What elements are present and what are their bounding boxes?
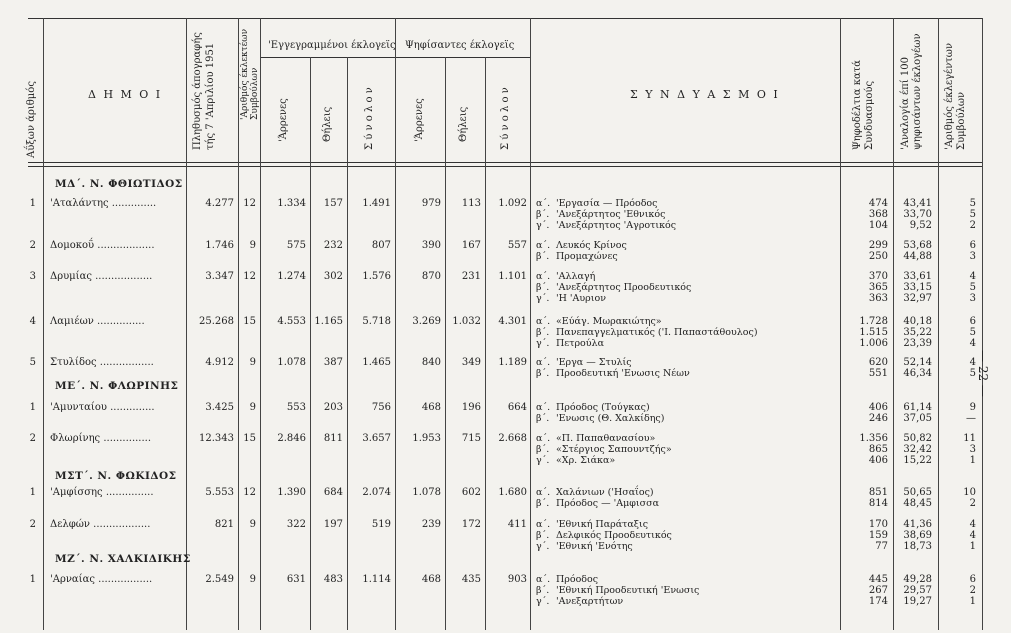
coalition-name: Λευκός Κρίνος [556, 240, 627, 251]
vot-men-cell: 468 [421, 402, 441, 413]
coalition-elected: 3 [969, 251, 976, 262]
coalition-letter: γ΄. [536, 338, 550, 349]
coalition-votes: 445 [868, 574, 888, 585]
coalition-percent: 35,22 [903, 327, 932, 338]
header-reg-total: Σ ύ ν ο λ ο ν [364, 87, 375, 150]
vot-men-cell: 390 [421, 240, 441, 251]
population-cell: 3.425 [205, 402, 234, 413]
population-cell: 4.912 [205, 357, 234, 368]
coalition-percent: 33,15 [903, 282, 932, 293]
coalition-elected: 6 [969, 574, 976, 585]
reg-women-cell: 483 [323, 574, 343, 585]
councillors-cell: 9 [249, 402, 256, 413]
councillors-cell: 9 [249, 357, 256, 368]
coalition-percent: 23,39 [903, 338, 932, 349]
coalition-percent: 19,27 [903, 596, 932, 607]
coalition-letter: β΄. [536, 368, 550, 379]
reg-men-cell: 1.274 [277, 271, 306, 282]
coalition-elected: 6 [969, 240, 976, 251]
coalition-votes: 1.006 [859, 338, 888, 349]
seq-cell: 5 [29, 357, 36, 368]
coalition-name: Δελφικός Προοδευτικός [556, 530, 672, 541]
header-reg-women: Θήλεις [322, 106, 333, 142]
seq-cell: 2 [29, 433, 36, 444]
population-cell: 4.277 [205, 198, 234, 209]
vot-men-cell: 1.078 [412, 487, 441, 498]
header-elected-2: Συμβούλων [956, 91, 967, 150]
coalition-letter: α΄. [536, 357, 551, 368]
municipality-name: Δρυμίας .................. [50, 271, 153, 282]
vot-men-cell: 468 [421, 574, 441, 585]
coalition-elected: 4 [969, 357, 976, 368]
coalition-percent: 46,34 [903, 368, 932, 379]
coalition-letter: α΄. [536, 316, 551, 327]
page-number: — 22 — [976, 350, 990, 397]
councillors-cell: 9 [249, 519, 256, 530]
reg-women-cell: 1.165 [314, 316, 343, 327]
column-rule [530, 18, 531, 630]
vot-men-cell: 870 [421, 271, 441, 282]
reg-men-cell: 322 [286, 519, 306, 530]
vot-total-cell: 1.189 [498, 357, 527, 368]
vot-men-cell: 840 [421, 357, 441, 368]
reg-women-cell: 387 [323, 357, 343, 368]
seq-cell: 1 [29, 402, 36, 413]
coalition-letter: γ΄. [536, 596, 550, 607]
column-rule [310, 57, 311, 630]
municipality-name: 'Αμυνταίου .............. [50, 402, 155, 413]
coalition-name: 'Εργα — Στυλίς [556, 357, 632, 368]
reg-women-cell: 811 [323, 433, 343, 444]
header-votes-2: Συνδυασμούς [864, 80, 875, 150]
coalition-letter: β΄. [536, 498, 550, 509]
coalition-name: 'Ανεξαρτήτων [556, 596, 624, 607]
municipality-name: Φλωρίνης ............... [50, 433, 152, 444]
coalition-percent: 9,52 [909, 220, 932, 231]
reg-men-cell: 4.553 [277, 316, 306, 327]
coalition-votes: 551 [868, 368, 888, 379]
coalition-name: Χαλάνιων ('Ησαΐος) [556, 487, 654, 498]
seq-cell: 3 [29, 271, 36, 282]
coalition-elected: 3 [969, 444, 976, 455]
column-rule [938, 18, 939, 630]
vot-men-cell: 979 [421, 198, 441, 209]
table-top-rule [28, 18, 982, 19]
header-bottom-rule-2 [28, 166, 982, 167]
coalition-letter: β΄. [536, 251, 550, 262]
reg-women-cell: 203 [323, 402, 343, 413]
coalition-name: Προμαχώνες [556, 251, 618, 262]
coalition-votes: 104 [868, 220, 888, 231]
header-percent-1: 'Αναλογία έπί 100 [900, 57, 911, 150]
coalition-percent: 32,97 [903, 293, 932, 304]
vot-men-cell: 239 [421, 519, 441, 530]
reg-women-cell: 232 [323, 240, 343, 251]
coalition-name: 'Αλλαγή [556, 271, 596, 282]
coalition-letter: β΄. [536, 444, 550, 455]
reg-women-cell: 157 [323, 198, 343, 209]
coalition-percent: 44,88 [903, 251, 932, 262]
reg-total-cell: 807 [371, 240, 391, 251]
header-councillors-2: Συμβούλων [250, 67, 260, 120]
coalition-votes: 406 [868, 402, 888, 413]
section-title: ΜΕ΄. Ν. ΦΛΩΡΙΝΗΣ [55, 380, 179, 392]
coalition-votes: 170 [868, 519, 888, 530]
coalition-name: 'Εθνική Παράταξις [556, 519, 649, 530]
column-rule [445, 57, 446, 630]
reg-men-cell: 1.390 [277, 487, 306, 498]
population-cell: 1.746 [205, 240, 234, 251]
coalition-name: 'Εθνική Προοδευτική 'Ενωσις [556, 585, 700, 596]
column-rule [186, 18, 187, 630]
coalition-name: Πρόοδος — 'Αμφισσα [556, 498, 660, 509]
reg-total-cell: 1.576 [362, 271, 391, 282]
vot-women-cell: 196 [461, 402, 481, 413]
coalition-elected: 5 [969, 209, 976, 220]
coalition-name: Πετρούλα [556, 338, 604, 349]
population-cell: 5.553 [205, 487, 234, 498]
coalition-percent: 33,61 [903, 271, 932, 282]
coalition-elected: 1 [969, 455, 976, 466]
reg-women-cell: 684 [323, 487, 343, 498]
coalition-name: 'Εθνική 'Ενότης [556, 541, 633, 552]
seq-cell: 1 [29, 487, 36, 498]
coalition-elected: 5 [969, 198, 976, 209]
vot-total-cell: 1.680 [498, 487, 527, 498]
header-population-1: Πληθυσμός άπογραφής [192, 32, 203, 150]
vot-total-cell: 2.668 [498, 433, 527, 444]
vot-women-cell: 602 [461, 487, 481, 498]
reg-women-cell: 302 [323, 271, 343, 282]
coalition-name: «Στέργιος Σαπουντζής» [556, 444, 672, 455]
header-votes-1: Ψηφοδέλτια κατά [852, 60, 863, 150]
coalition-letter: α΄. [536, 402, 551, 413]
councillors-cell: 12 [243, 198, 256, 209]
coalition-votes: 370 [868, 271, 888, 282]
reg-total-cell: 5.718 [362, 316, 391, 327]
coalition-elected: 5 [969, 327, 976, 338]
coalition-votes: 1.356 [859, 433, 888, 444]
coalition-elected: 1 [969, 596, 976, 607]
coalition-votes: 1.515 [859, 327, 888, 338]
column-rule [840, 18, 841, 630]
population-cell: 25.268 [199, 316, 234, 327]
coalition-letter: γ΄. [536, 455, 550, 466]
coalition-percent: 49,28 [903, 574, 932, 585]
vot-total-cell: 1.101 [498, 271, 527, 282]
coalition-letter: β΄. [536, 282, 550, 293]
reg-men-cell: 553 [286, 402, 306, 413]
seq-cell: 2 [29, 519, 36, 530]
coalition-votes: 267 [868, 585, 888, 596]
vot-women-cell: 167 [461, 240, 481, 251]
column-rule [347, 57, 348, 630]
coalition-letter: α΄. [536, 574, 551, 585]
coalition-letter: α΄. [536, 271, 551, 282]
coalition-votes: 814 [868, 498, 888, 509]
coalition-votes: 159 [868, 530, 888, 541]
reg-men-cell: 1.334 [277, 198, 306, 209]
coalition-votes: 299 [868, 240, 888, 251]
coalition-percent: 50,82 [903, 433, 932, 444]
coalition-name: 'Ανεξάρτητος 'Εθνικός [556, 209, 666, 220]
coalition-percent: 15,22 [903, 455, 932, 466]
vot-women-cell: 435 [461, 574, 481, 585]
vot-total-cell: 1.092 [498, 198, 527, 209]
councillors-cell: 15 [243, 433, 256, 444]
coalition-elected: 11 [963, 433, 976, 444]
councillors-cell: 9 [249, 574, 256, 585]
coalition-percent: 40,18 [903, 316, 932, 327]
municipality-name: 'Αρναίας ................. [50, 574, 153, 585]
coalition-elected: 6 [969, 316, 976, 327]
coalition-letter: β΄. [536, 530, 550, 541]
coalition-name: Προοδευτική 'Ενωσις Νέων [556, 368, 690, 379]
coalition-name: Πανεπαγγελματικός ('Ι. Παπαστάθουλος) [556, 327, 758, 338]
coalition-votes: 865 [868, 444, 888, 455]
coalition-name: 'Ενωσις (Θ. Χαλκίδης) [556, 413, 665, 424]
coalition-votes: 851 [868, 487, 888, 498]
coalition-elected: 4 [969, 519, 976, 530]
coalition-name: Πρόοδος (Τούγκας) [556, 402, 650, 413]
coalition-letter: α΄. [536, 433, 551, 444]
coalition-letter: α΄. [536, 198, 551, 209]
coalition-percent: 37,05 [903, 413, 932, 424]
coalition-percent: 32,42 [903, 444, 932, 455]
column-rule [260, 18, 261, 630]
coalition-letter: γ΄. [536, 293, 550, 304]
reg-women-cell: 197 [323, 519, 343, 530]
vot-women-cell: 113 [461, 198, 481, 209]
header-reg-men: 'Άρρενες [278, 98, 289, 142]
reg-men-cell: 1.078 [277, 357, 306, 368]
coalition-percent: 52,14 [903, 357, 932, 368]
header-municipalities: Δ Η Μ Ο Ι [88, 88, 163, 101]
councillors-cell: 9 [249, 240, 256, 251]
vot-men-cell: 3.269 [412, 316, 441, 327]
councillors-cell: 12 [243, 487, 256, 498]
vot-women-cell: 1.032 [452, 316, 481, 327]
vot-total-cell: 411 [507, 519, 527, 530]
municipality-name: Στυλίδος ................. [50, 357, 154, 368]
coalition-votes: 1.728 [859, 316, 888, 327]
vot-women-cell: 715 [461, 433, 481, 444]
coalition-letter: β΄. [536, 585, 550, 596]
coalition-elected: 1 [969, 541, 976, 552]
table-right-rule [982, 18, 983, 630]
vot-total-cell: 664 [507, 402, 527, 413]
coalition-elected: 9 [969, 402, 976, 413]
coalition-percent: 43,41 [903, 198, 932, 209]
population-cell: 12.343 [199, 433, 234, 444]
reg-total-cell: 1.491 [362, 198, 391, 209]
coalition-letter: α΄. [536, 487, 551, 498]
header-voted: Ψηφίσαντες έκλογεϊς [405, 40, 515, 51]
reg-total-cell: 2.074 [362, 487, 391, 498]
vot-women-cell: 172 [461, 519, 481, 530]
coalition-elected: 2 [969, 498, 976, 509]
coalition-letter: α΄. [536, 519, 551, 530]
vot-total-cell: 903 [507, 574, 527, 585]
section-title: ΜΖ΄. Ν. ΧΑΛΚΙΔΙΚΗΣ [55, 553, 191, 565]
coalition-name: Πρόοδος [556, 574, 599, 585]
coalition-name: 'Η 'Αυριον [556, 293, 606, 304]
coalition-letter: γ΄. [536, 220, 550, 231]
header-seq: Αΰξων άριθμός [26, 81, 37, 158]
header-coalitions: Σ Υ Ν Δ Υ Α Σ Μ Ο Ι [630, 88, 780, 101]
municipality-name: 'Αταλάντης .............. [50, 198, 157, 209]
column-rule [395, 18, 396, 630]
coalition-votes: 77 [875, 541, 888, 552]
vot-women-cell: 349 [461, 357, 481, 368]
councillors-cell: 12 [243, 271, 256, 282]
coalition-votes: 246 [868, 413, 888, 424]
coalition-percent: 50,65 [903, 487, 932, 498]
coalition-elected: 5 [969, 368, 976, 379]
section-title: ΜΔ΄. Ν. ΦΘΙΩΤΙΔΟΣ [55, 178, 183, 190]
population-cell: 821 [214, 519, 234, 530]
header-vot-total: Σ ύ ν ο λ ο ν [500, 87, 511, 150]
coalition-percent: 38,69 [903, 530, 932, 541]
coalition-letter: α΄. [536, 240, 551, 251]
municipality-name: Δομοκοΰ .................. [50, 240, 155, 251]
coalition-elected: 5 [969, 282, 976, 293]
header-elected-1: 'Αριθμός έκλεγέντων [944, 42, 955, 150]
coalition-elected: 4 [969, 271, 976, 282]
coalition-name: «Χρ. Σιάκα» [556, 455, 616, 466]
header-bottom-rule [28, 162, 982, 163]
coalition-elected: 4 [969, 338, 976, 349]
reg-men-cell: 631 [286, 574, 306, 585]
section-title: ΜΣΤ΄. Ν. ΦΩΚΙΔΟΣ [55, 470, 177, 482]
coalition-percent: 33,70 [903, 209, 932, 220]
seq-cell: 1 [29, 198, 36, 209]
coalition-votes: 474 [868, 198, 888, 209]
header-councillors-1: 'Αριθμός έκλεκτέων [240, 28, 250, 120]
header-vot-women: Θήλεις [458, 106, 469, 142]
vot-women-cell: 231 [461, 271, 481, 282]
reg-men-cell: 575 [286, 240, 306, 251]
coalition-name: 'Ανεξάρτητος 'Αγροτικός [556, 220, 677, 231]
coalition-percent: 48,45 [903, 498, 932, 509]
municipality-name: 'Αμφίσσης ............... [50, 487, 154, 498]
coalition-percent: 18,73 [903, 541, 932, 552]
column-rule [43, 18, 44, 630]
column-rule [485, 57, 486, 630]
seq-cell: 4 [29, 316, 36, 327]
coalition-name: «Π. Παπαθανασίου» [556, 433, 656, 444]
coalition-name: 'Εργασία — Πρόοδος [556, 198, 658, 209]
coalition-votes: 365 [868, 282, 888, 293]
coalition-letter: γ΄. [536, 541, 550, 552]
reg-total-cell: 1.114 [362, 574, 391, 585]
header-vot-men: 'Άρρενες [414, 98, 425, 142]
coalition-elected: 10 [963, 487, 976, 498]
coalition-votes: 620 [868, 357, 888, 368]
coalition-votes: 363 [868, 293, 888, 304]
coalition-votes: 406 [868, 455, 888, 466]
vot-men-cell: 1.953 [412, 433, 441, 444]
municipality-name: Δελφών .................. [50, 519, 151, 530]
reg-men-cell: 2.846 [277, 433, 306, 444]
header-percent-2: ψηφισάντων έκλογέων [912, 33, 923, 150]
coalition-votes: 174 [868, 596, 888, 607]
coalition-elected: 2 [969, 220, 976, 231]
reg-total-cell: 3.657 [362, 433, 391, 444]
municipality-name: Λαμιέων ............... [50, 316, 145, 327]
councillors-cell: 15 [243, 316, 256, 327]
seq-cell: 2 [29, 240, 36, 251]
coalition-percent: 41,36 [903, 519, 932, 530]
coalition-elected: 3 [969, 293, 976, 304]
reg-total-cell: 519 [371, 519, 391, 530]
coalition-percent: 29,57 [903, 585, 932, 596]
seq-cell: 1 [29, 574, 36, 585]
coalition-percent: 53,68 [903, 240, 932, 251]
header-registered: 'Εγγεγραμμένοι έκλογεϊς [268, 40, 396, 51]
coalition-elected: 2 [969, 585, 976, 596]
vot-total-cell: 4.301 [498, 316, 527, 327]
coalition-letter: β΄. [536, 413, 550, 424]
coalition-elected: — [966, 413, 976, 424]
population-cell: 2.549 [205, 574, 234, 585]
coalition-votes: 368 [868, 209, 888, 220]
coalition-letter: β΄. [536, 209, 550, 220]
reg-total-cell: 756 [371, 402, 391, 413]
coalition-name: «Εύάγ. Μωρακιώτης» [556, 316, 662, 327]
header-population-2: τής 7 'Απριλίου 1951 [205, 42, 216, 150]
reg-total-cell: 1.465 [362, 357, 391, 368]
vot-total-cell: 557 [507, 240, 527, 251]
coalition-letter: β΄. [536, 327, 550, 338]
coalition-votes: 250 [868, 251, 888, 262]
population-cell: 3.347 [205, 271, 234, 282]
coalition-name: 'Ανεξάρτητος Προοδευτικός [556, 282, 692, 293]
coalition-elected: 4 [969, 530, 976, 541]
coalition-percent: 61,14 [903, 402, 932, 413]
